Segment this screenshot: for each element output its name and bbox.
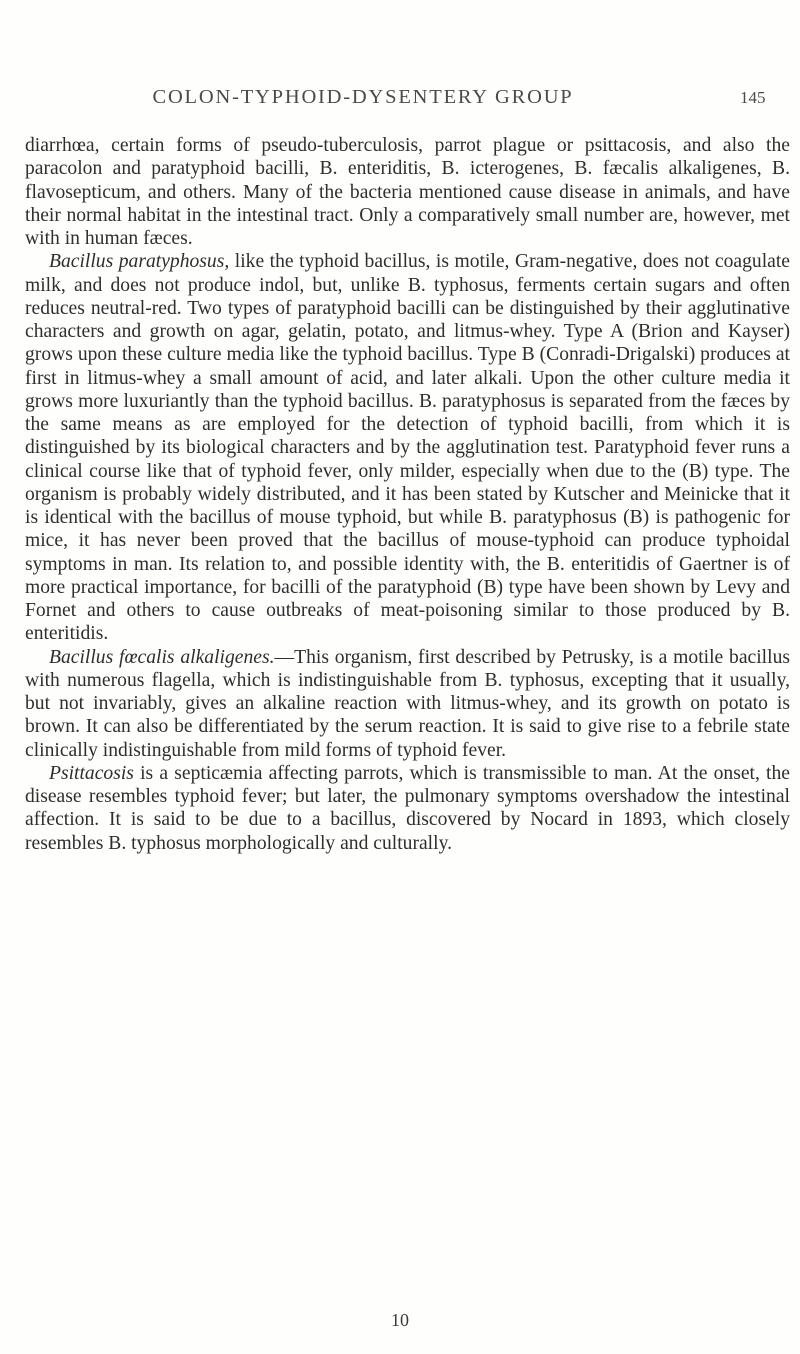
paragraph-psittacosis (25, 762, 790, 855)
page-number: 145 (740, 88, 766, 107)
paragraph-text: diarrhœa, certain forms of pseudo-tuberculosis, parrot plague or psittacosis, and also the paracolon and paratyphoid bacilli, B. enteriditis, B. icterogenes, B. fæcalis alkaligenes, B. flavosepticum, and others. Many of the bacteria mentioned cause disease in animals, and have their normal habitat in the intestinal tract. Only a comparatively small number are, however, met with in human fæces. (25, 135, 790, 249)
body-text (25, 134, 790, 855)
paragraph-lead-term: Psittacosis (49, 762, 134, 784)
paragraph-faecalis-alkaligenes (25, 646, 790, 762)
running-head (0, 86, 800, 120)
paragraph-intro (25, 134, 790, 250)
signature-mark: 10 (391, 1310, 409, 1330)
running-title: COLON-TYPHOID-DYSENTERY GROUP (152, 86, 574, 108)
paragraph-text: —This organism, first described by Petrusky, is a motile bacillus with numerous flagella, which is indistinguishable from B. typhosus, excepting that it usually, but not invariably, gives an alkaline reaction with litmus-whey, and its growth on potato is brown. It can also be differentiated by the serum reaction. It is said to give rise to a febrile state clinically indistinguishable from mild forms of typhoid fever. (25, 646, 790, 761)
paragraph-text: is a septicæmia affecting parrots, which is transmissible to man. At the onset, the disease resembles typhoid fever; but later, the pulmonary symptoms overshadow the intestinal affection. It is said to be due to a bacillus, discovered by Nocard in 1893, which closely resembles B. typhosus morphologically and culturally. (25, 762, 790, 854)
paragraph-text: like the typhoid bacillus, is motile, Gram-negative, does not coagulate milk, and does not produce indol, but, unlike B. typhosus, ferments certain sugars and often reduces neutral-red. Two types of paratyphoid bacilli can be distinguished by their agglutinative characters and growth on agar, gelatin, potato, and litmus-whey. Type A (Brion and Kayser) grows upon these culture media like the typhoid bacillus. Type B (Conradi-Drigalski) produces at first in litmus-whey a small amount of acid, and later alkali. Upon the other culture media it grows more luxuriantly than the typhoid bacillus. B. paratyphosus is separated from the fæces by the same means as are employed for the detection of typhoid bacilli, from which it is distinguished by its biological characters and by the agglutination test. Paratyphoid fever runs a clinical course like that of typhoid fever, only milder, especially when due to the (B) type. The organism is probably widely distributed, and it has been stated by Kutscher and Meinicke that it is identical with the bacillus of mouse typhoid, but while B. paratyphosus (B) is pathogenic for mice, it has never been proved that the bacillus of mouse-typhoid can produce typhoidal symptoms in man. Its relation to, and possible identity with, the B. enteritidis of Gaertner is of more practical importance, for bacilli of the paratyphoid (B) type have been shown by Levy and Fornet and others to cause outbreaks of meat-poisoning similar to those produced by B. enteritidis. (25, 251, 790, 645)
paragraph-lead-term: Bacillus paratyphosus, (49, 251, 230, 273)
paragraph-paratyphosus (25, 250, 790, 645)
paragraph-lead-term: Bacillus fœcalis alkaligenes. (49, 646, 275, 668)
